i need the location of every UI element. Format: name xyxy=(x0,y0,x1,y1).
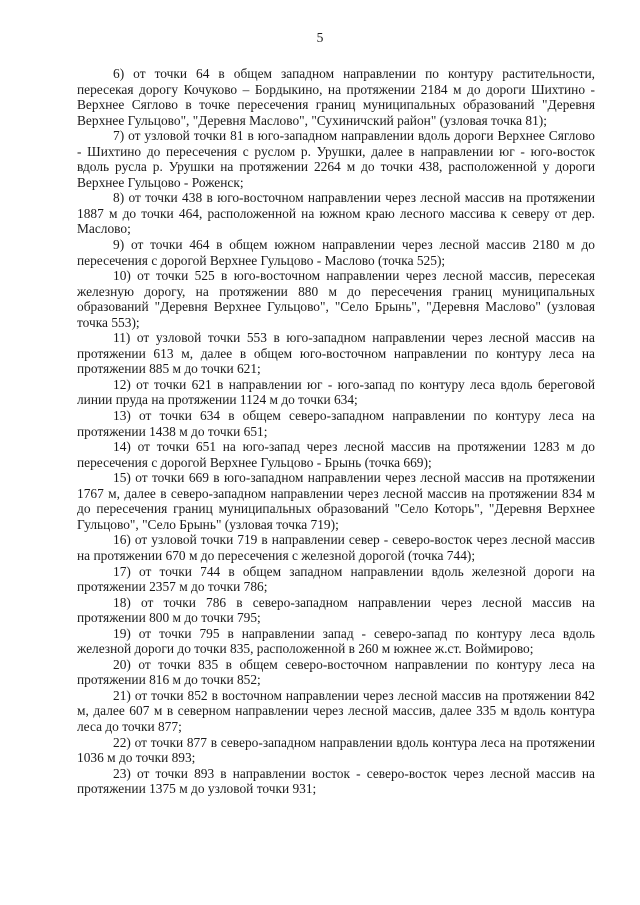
paragraph-item-23: 23) от точки 893 в направлении восток - северо-восток через лесной массив на протяжении 1375 м до узловой точки 931; xyxy=(77,765,595,797)
paragraph-item-10: 10) от точки 525 в юго-восточном направлении через лесной массив, пересекая железную дорогу, на протяжении 880 м до пересечения границ муниципальных образований "Деревня Верхнее Гульцово", "Село Брынь", "Деревня Маслово" (узловая точка 553); xyxy=(77,268,595,330)
paragraph-item-19: 19) от точки 795 в направлении запад - северо-запад по контуру леса вдоль железной дороги до точки 835, расположенной в 260 м южнее ж.ст. Воймирово; xyxy=(77,625,595,657)
paragraph-item-18: 18) от точки 786 в северо-западном направлении через лесной массив на протяжении 800 м до точки 795; xyxy=(77,594,595,626)
paragraph-item-14: 14) от точки 651 на юго-запад через лесной массив на протяжении 1283 м до пересечения с дорогой Верхнее Гульцово - Брынь (точка 669); xyxy=(77,439,595,470)
paragraph-item-9: 9) от точки 464 в общем южном направлении через лесной массив 2180 м до пересечения с дорогой Верхнее Гульцово - Маслово (точка 525); xyxy=(77,237,595,268)
paragraph-item-8: 8) от точки 438 в юго-восточном направлении через лесной массив на протяжении 1887 м до точки 464, расположенной на южном краю лесного массива к северу от дер. Маслово; xyxy=(77,190,595,237)
paragraph-item-17: 17) от точки 744 в общем западном направлении вдоль железной дороги на протяжении 2357 м до точки 786; xyxy=(77,563,595,595)
paragraph-item-16: 16) от узловой точки 719 в направлении север - северо-восток через лесной массив на протяжении 670 м до пересечения с железной дорогой (точка 744); xyxy=(77,532,595,563)
paragraph-item-21: 21) от точки 852 в восточном направлении через лесной массив на протяжении 842 м, далее 607 м в северном направлении через лесной массив, далее 335 м вдоль контура леса до точки 877; xyxy=(77,687,595,734)
page-number: 5 xyxy=(316,30,324,45)
paragraph-item-6: 6) от точки 64 в общем западном направлении по контуру растительности, пересекая дорогу Кочуково – Бордыкино, на протяжении 2184 м до дороги Шихтино - Верхнее Сяглово в точке пересечения границ муниципальных образований "Деревня Верхнее Гульцово", "Деревня Маслово", "Сухиничский район" (узловая точка 81); xyxy=(77,66,595,128)
paragraph-item-7: 7) от узловой точки 81 в юго-западном направлении вдоль дороги Верхнее Сяглово - Шихтино до пересечения с руслом р. Урушки, далее в направлении юг - юго-восток вдоль русла р. Урушки на протяжении 2264 м до точки 438, расположенной у дороги Верхнее Гульцово - Роженск; xyxy=(77,128,595,190)
paragraph-item-20: 20) от точки 835 в общем северо-восточном направлении по контуру леса на протяжении 816 м до точки 852; xyxy=(77,656,595,688)
document-body xyxy=(77,66,595,797)
paragraph-item-15: 15) от точки 669 в юго-западном направлении через лесной массив на протяжении 1767 м, далее в северо-западном направлении через лесной массив на протяжении 834 м до пересечения границ муниципальных образований "Село Которь", "Деревня Верхнее Гульцово", "Село Брынь" (узловая точка 719); xyxy=(77,470,595,532)
paragraph-item-12: 12) от точки 621 в направлении юг - юго-запад по контуру леса вдоль береговой линии пруда на протяжении 1124 м до точки 634; xyxy=(77,376,595,408)
paragraph-item-13: 13) от точки 634 в общем северо-западном направлении по контуру леса на протяжении 1438 м до точки 651; xyxy=(77,408,595,439)
paragraph-item-11: 11) от узловой точки 553 в юго-западном направлении через лесной массив на протяжении 613 м, далее в общем юго-восточном направлении по контуру леса на протяжении 885 м до точки 621; xyxy=(77,330,595,377)
paragraph-item-22: 22) от точки 877 в северо-западном направлении вдоль контура леса на протяжении 1036 м до точки 893; xyxy=(77,734,595,766)
